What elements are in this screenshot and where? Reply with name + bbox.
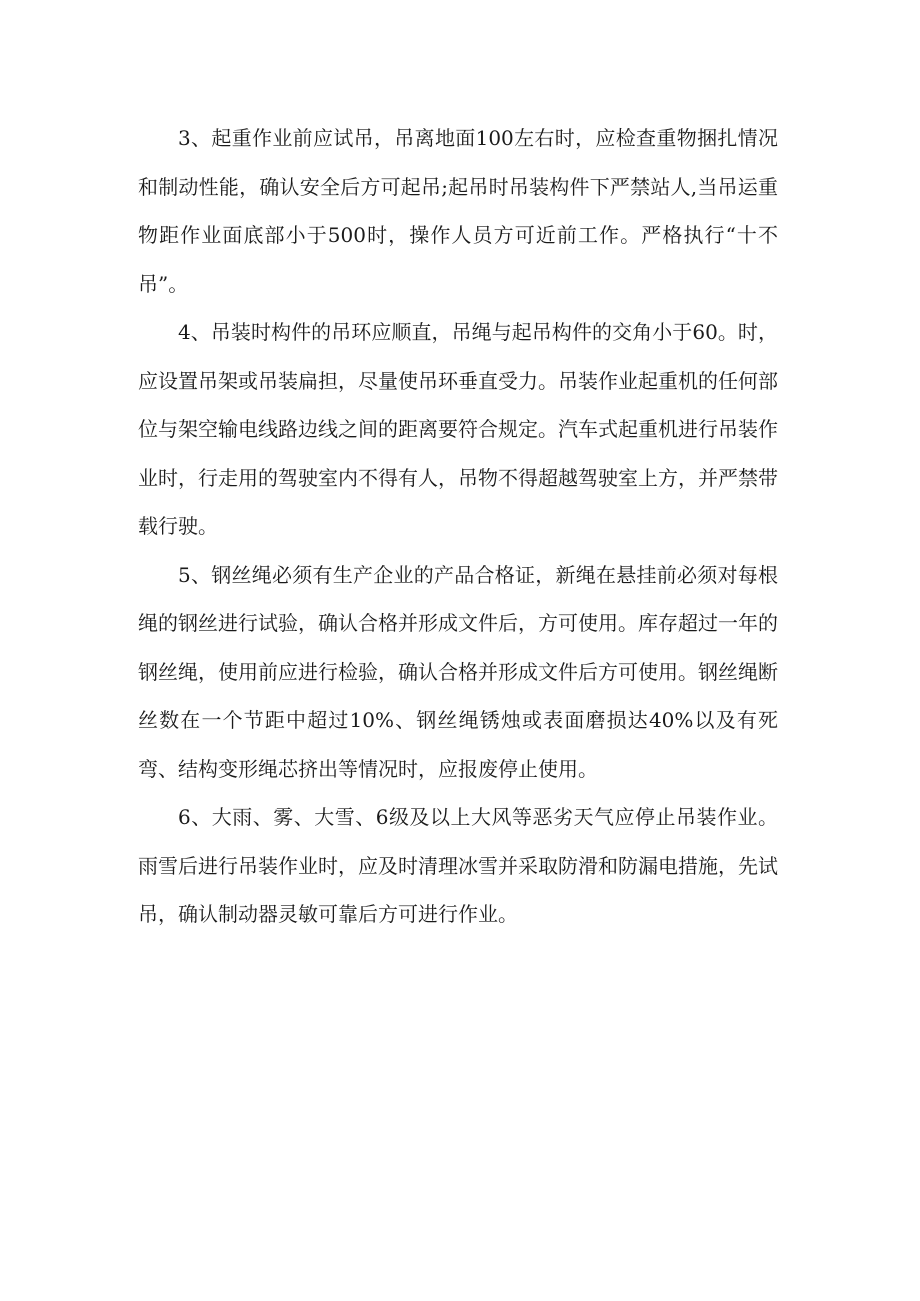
paragraph-item-6: 6、大雨、雾、大雪、6级及以上大风等恶劣天气应停止吊装作业。雨雪后进行吊装作业时，应及时清理冰雪并采取防滑和防漏电措施，先试吊，确认制动器灵敏可靠后方可进行作业。	[138, 805, 778, 926]
paragraph-item-4: 4、吊装时构件的吊环应顺直，吊绳与起吊构件的交角小于60。时，应设置吊架或吊装扁担，尽量使吊环垂直受力。吊装作业起重机的任何部位与架空输电线路边线之间的距离要符合规定。汽车式起重机进行吊装作业时，行走用的驾驶室内不得有人，吊物不得超越驾驶室上方，并严禁带载行驶。	[138, 320, 778, 538]
paragraph-item-3: 3、起重作业前应试吊，吊离地面100左右时，应检查重物捆扎情况和制动性能，确认安全后方可起吊;起吊时吊装构件下严禁站人,当吊运重物距作业面底部小于500时，操作人员方可近前工作。严格执行“十不吊”。	[138, 126, 778, 296]
paragraph-item-5: 5、钢丝绳必须有生产企业的产品合格证，新绳在悬挂前必须对每根绳的钢丝进行试验，确认合格并形成文件后，方可使用。库存超过一年的钢丝绳，使用前应进行检验，确认合格并形成文件后方可使用。钢丝绳断丝数在一个节距中超过10%、钢丝绳锈烛或表面磨损达40%以及有死弯、结构变形绳芯挤出等情况时，应报废停止使用。	[138, 562, 778, 781]
document-body	[138, 114, 778, 939]
